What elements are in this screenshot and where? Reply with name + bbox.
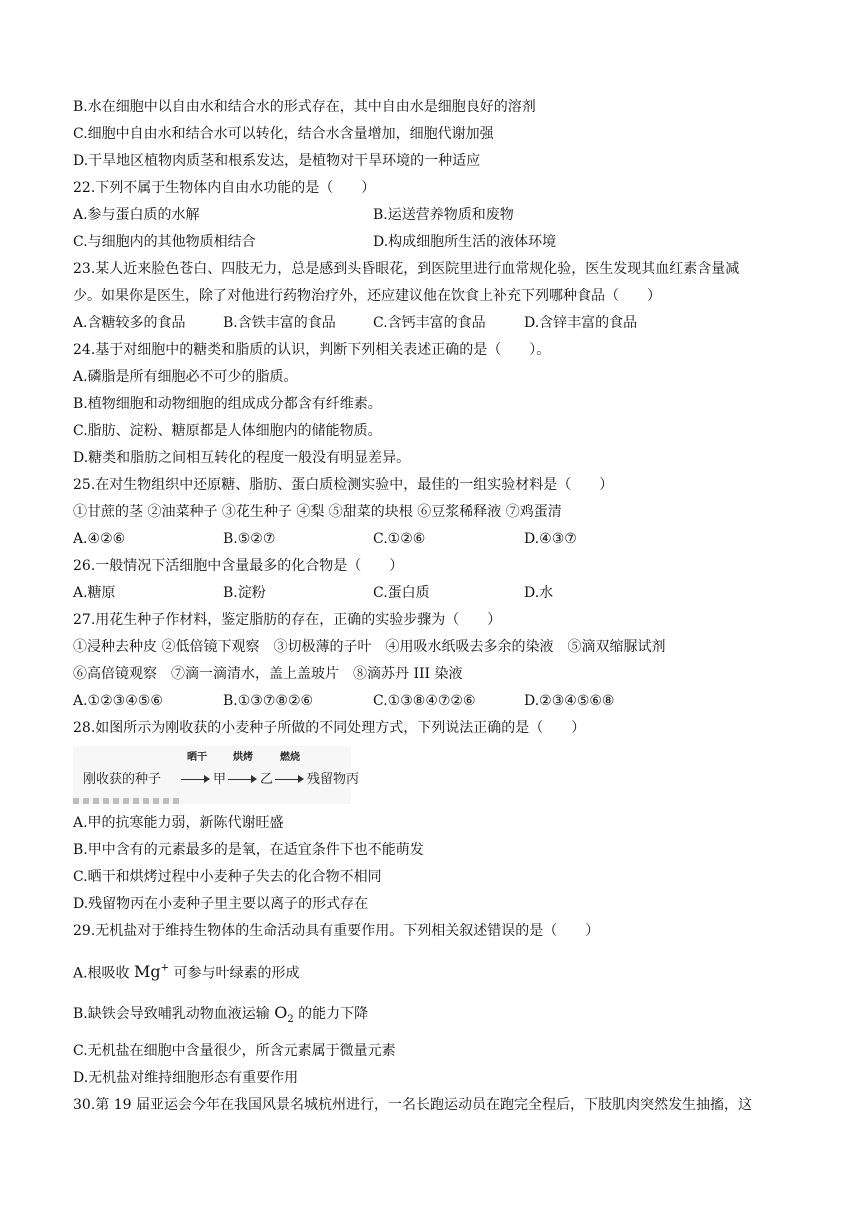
q27-stem: 27.用花生种子作材料，鉴定脂肪的存在，正确的实验步骤为（ ） bbox=[73, 612, 502, 628]
ion-charge: + bbox=[160, 963, 170, 974]
q22-option-d: D.构成细胞所生活的液体环境 bbox=[373, 234, 557, 250]
molecule-symbol: O bbox=[274, 1003, 288, 1022]
diagram-mid1-label: 甲 bbox=[213, 772, 227, 787]
q26-option-d: D.水 bbox=[524, 585, 554, 601]
q27-option-b: B.①③⑦⑧②⑥ bbox=[223, 693, 314, 709]
q23-option-a: A.含糖较多的食品 bbox=[73, 315, 186, 331]
q26-option-a: A.糖原 bbox=[73, 585, 116, 601]
q22-stem: 22.下列不属于生物体内自由水功能的是（ ） bbox=[73, 180, 376, 196]
q29-option-b bbox=[73, 1003, 368, 1030]
q29-option-d: D.无机盐对维持细胞形态有重要作用 bbox=[73, 1070, 299, 1086]
q27-option-a: A.①②③④⑤⑥ bbox=[73, 693, 163, 709]
q25-option-b: B.⑤②⑦ bbox=[223, 531, 276, 547]
q29-stem: 29.无机盐对于维持生物体的生命活动具有重要作用。下列相关叙述错误的是（ ） bbox=[73, 923, 600, 939]
q28-option-a: A.甲的抗寒能力弱，新陈代谢旺盛 bbox=[73, 815, 284, 831]
q21-option-c: C.细胞中自由水和结合水可以转化，结合水含量增加，细胞代谢加强 bbox=[73, 126, 494, 142]
arrow-right-icon bbox=[228, 765, 256, 780]
oxygen-molecule bbox=[274, 1003, 294, 1026]
q26-option-c: C.蛋白质 bbox=[373, 585, 430, 601]
q29b-prefix: B.缺铁会导致哺乳动物血液运输 bbox=[73, 1006, 270, 1022]
cropped-text-remnant bbox=[73, 798, 183, 804]
diagram-start-label: 刚收获的种子 bbox=[83, 772, 162, 787]
q24-option-d: D.糖类和脂肪之间相互转化的程度一般没有明显差异。 bbox=[73, 450, 411, 466]
ion-symbol: Mg bbox=[134, 962, 161, 982]
diagram-mid2-label: 乙 bbox=[260, 772, 274, 787]
q29a-prefix: A.根吸收 bbox=[73, 965, 130, 982]
q23-option-c: C.含钙丰富的食品 bbox=[373, 315, 486, 331]
q27-steps-line1: ①浸种去种皮 ②低倍镜下观察 ③切极薄的子叶 ④用吸水纸吸去多余的染液 ⑤滴双缩脲试剂 bbox=[73, 639, 666, 655]
seed-treatment-diagram bbox=[73, 746, 360, 804]
magnesium-ion bbox=[134, 962, 169, 981]
diagram-step3-label: 燃烧 bbox=[280, 752, 300, 763]
q29b-suffix: 的能力下降 bbox=[298, 1006, 369, 1022]
q25-stem: 25.在对生物组织中还原糖、脂肪、蛋白质检测实验中，最佳的一组实验材料是（ ） bbox=[73, 477, 614, 493]
q26-stem: 26.一般情况下活细胞中含量最多的化合物是（ ） bbox=[73, 558, 404, 574]
q23-stem-line2: 少。如果你是医生，除了对他进行药物治疗外，还应建议他在饮食上补充下列哪种食品（ ） bbox=[73, 288, 661, 304]
q22-option-a: A.参与蛋白质的水解 bbox=[73, 207, 200, 223]
q25-materials: ①甘蔗的茎 ②油菜种子 ③花生种子 ④梨 ⑤甜菜的块根 ⑥豆浆稀释液 ⑦鸡蛋清 bbox=[73, 504, 562, 520]
diagram-step1-label: 晒干 bbox=[187, 752, 207, 763]
q25-option-a: A.④②⑥ bbox=[73, 531, 126, 547]
q23-stem-line1: 23.某人近来脸色苍白、四肢无力，总是感到头昏眼花，到医院里进行血常规化验，医生发现其血红素含量减 bbox=[73, 261, 740, 277]
q24-option-b: B.植物细胞和动物细胞的组成成分都含有纤维素。 bbox=[73, 396, 382, 412]
q25-option-c: C.①②⑥ bbox=[373, 531, 426, 547]
q25-option-d: D.④③⑦ bbox=[524, 531, 577, 547]
q21-option-b: B.水在细胞中以自由水和结合水的形式存在，其中自由水是细胞良好的溶剂 bbox=[73, 99, 536, 115]
q27-steps-line2: ⑥高倍镜观察 ⑦滴一滴清水，盖上盖玻片 ⑧滴苏丹 III 染液 bbox=[73, 666, 463, 682]
diagram-end-label: 残留物丙 bbox=[307, 772, 360, 787]
arrow-right-icon bbox=[275, 765, 303, 780]
q21-option-d: D.干旱地区植物肉质茎和根系发达，是植物对干旱环境的一种适应 bbox=[73, 153, 481, 169]
q24-option-c: C.脂肪、淀粉、糖原都是人体细胞内的储能物质。 bbox=[73, 423, 382, 439]
molecule-subscript: 2 bbox=[287, 1014, 294, 1026]
arrow-right-icon bbox=[181, 765, 209, 780]
q30-stem: 30.第 19 届亚运会今年在我国风景名城杭州进行，一名长跑运动员在跑完全程后，下肢肌肉突然发生抽搐，这 bbox=[73, 1097, 752, 1113]
q22-option-b: B.运送营养物质和废物 bbox=[373, 207, 514, 223]
q26-option-b: B.淀粉 bbox=[223, 585, 266, 601]
diagram-step2-label: 烘烤 bbox=[233, 752, 253, 763]
q24-stem: 24.基于对细胞中的糖类和脂质的认识，判断下列相关表述正确的是（ ）。 bbox=[73, 342, 551, 358]
q28-option-b: B.甲中含有的元素最多的是氧，在适宜条件下也不能萌发 bbox=[73, 842, 424, 858]
q28-stem: 28.如图所示为刚收获的小麦种子所做的不同处理方式，下列说法正确的是（ ） bbox=[73, 720, 586, 736]
q23-option-d: D.含锌丰富的食品 bbox=[524, 315, 638, 331]
q23-option-b: B.含铁丰富的食品 bbox=[223, 315, 336, 331]
q24-option-a: A.磷脂是所有细胞必不可少的脂质。 bbox=[73, 369, 298, 385]
q28-option-c: C.晒干和烘烤过程中小麦种子失去的化合物不相同 bbox=[73, 869, 382, 885]
q22-option-c: C.与细胞内的其他物质相结合 bbox=[73, 234, 256, 250]
q29-option-a bbox=[73, 959, 299, 983]
q27-option-d: D.②③④⑤⑥⑧ bbox=[524, 693, 615, 709]
q29-option-c: C.无机盐在细胞中含量很少，所含元素属于微量元素 bbox=[73, 1043, 396, 1059]
q27-option-c: C.①③⑧④⑦②⑥ bbox=[373, 693, 476, 709]
q29a-suffix: 可参与叶绿素的形成 bbox=[173, 965, 300, 982]
q28-option-d: D.残留物丙在小麦种子里主要以离子的形式存在 bbox=[73, 896, 369, 912]
